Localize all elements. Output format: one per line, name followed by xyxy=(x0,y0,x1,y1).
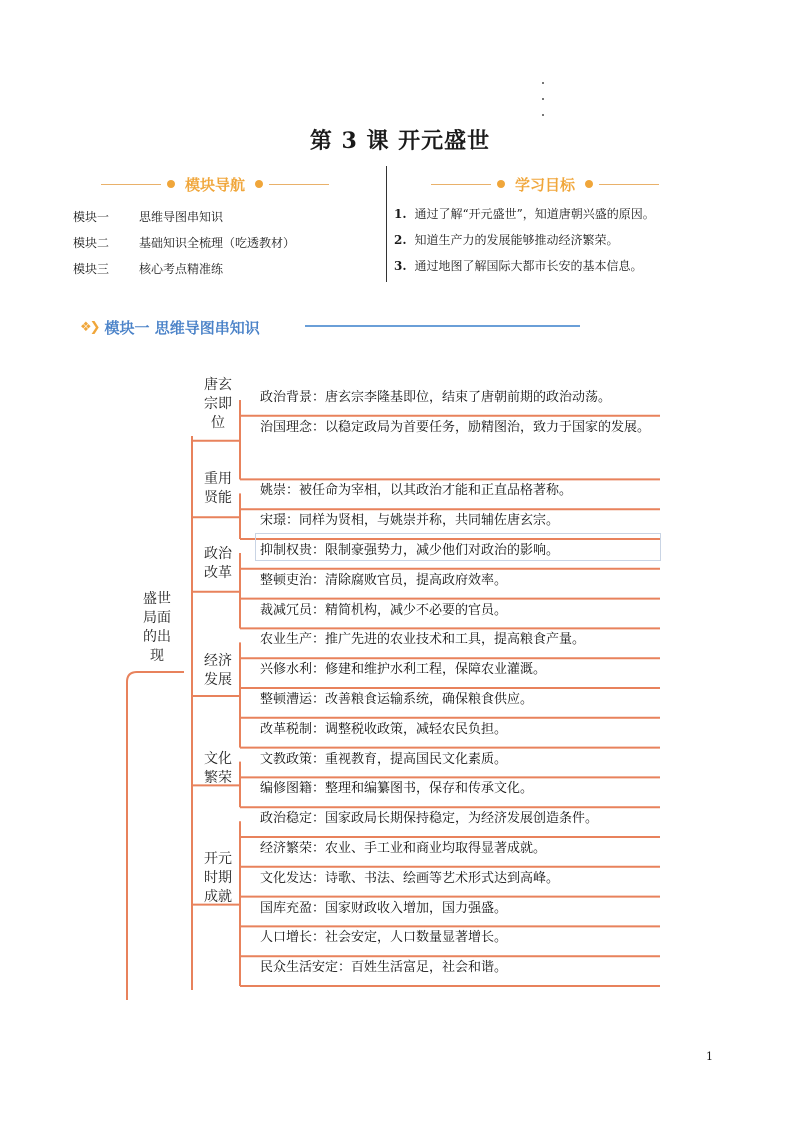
mindmap-leaf: 宋璟：同样为贤相，与姚崇并称，共同辅佐唐玄宗。 xyxy=(260,513,560,529)
mindmap-leaf: 抑制权贵：限制豪强势力，减少他们对政治的影响。 xyxy=(260,543,560,558)
branch-label: 开元 时期 成就 xyxy=(204,851,232,905)
selection-box xyxy=(255,533,661,561)
nav-item-text: 核心考点精准练 xyxy=(139,262,224,276)
mindmap-leaf: 文教政策：重视教育，提高国民文化素质。 xyxy=(260,751,508,767)
goals-heading-text: 学习目标 xyxy=(514,175,575,194)
branch-label: 经济 发展 xyxy=(204,653,232,688)
goal-text: 通过了解“开元盛世”，知道唐朝兴盛的原因。 xyxy=(414,207,655,221)
nav-item-text: 思维导图串知识 xyxy=(139,210,224,224)
goal-number: 3. xyxy=(394,259,407,273)
mindmap-leaf: 整顿漕运：改善粮食运输系统，确保粮食供应。 xyxy=(260,692,534,707)
nav-item-module: 模块二 xyxy=(73,236,110,250)
mindmap-leaf: 编修图籍：整理和编纂图书，保存和传承文化。 xyxy=(260,781,534,797)
page-number: 1 xyxy=(706,1050,713,1063)
goal-text: 通过地图了解国际大都市长安的基本信息。 xyxy=(414,259,643,273)
nav-item-text: 基础知识全梳理（吃透教材） xyxy=(139,236,296,250)
double-chevron-icon: ❖❯ xyxy=(80,319,99,335)
mindmap-leaf: 裁减冗员：精简机构，减少不必要的官员。 xyxy=(260,602,508,618)
mindmap-leaf: 整顿吏治：清除腐败官员，提高政府效率。 xyxy=(260,572,508,588)
mindmap-leaf: 政治背景：唐玄宗李隆基即位，结束了唐朝前期的政治动荡。 xyxy=(260,390,612,405)
mindmap-leaf: 文化发达：诗歌、书法、绘画等艺术形式达到高峰。 xyxy=(260,870,560,886)
branch-label: 重用 贤能 xyxy=(204,471,232,506)
goal-number: 2. xyxy=(394,233,407,247)
connector-curve xyxy=(127,672,184,1000)
branch-label: 唐玄 宗即 位 xyxy=(204,377,232,431)
mindmap-leaf: 兴修水利：修建和维护水利工程，保障农业灌溉。 xyxy=(260,662,547,678)
mindmap-leaf: 治国理念：以稳定政局为首要任务，励精图治，致力于国家的发展。 xyxy=(260,419,651,435)
goal-text: 知道生产力的发展能够推动经济繁荣。 xyxy=(414,233,619,247)
mindmap-leaf: 经济繁荣：农业、手工业和商业均取得显著成就。 xyxy=(260,841,547,856)
mindmap-leaf: 民众生活安定：百姓生活富足，社会和谐。 xyxy=(260,960,508,976)
nav-heading-text: 模块导航 xyxy=(184,175,245,194)
root-label: 盛世 局面 的出 现 xyxy=(143,591,171,664)
mindmap-leaf: 国库充盈：国家财政收入增加，国力强盛。 xyxy=(260,900,508,916)
branch-label: 政治 改革 xyxy=(204,546,232,581)
mindmap-leaf: 人口增长：社会安定，人口数量显著增长。 xyxy=(260,930,508,946)
mindmap-leaf: 改革税制：调整税收政策，减轻农民负担。 xyxy=(260,721,508,737)
nav-item-module: 模块三 xyxy=(73,262,110,276)
mindmap-leaf: 姚崇：被任命为宰相，以其政治才能和正直品格著称。 xyxy=(260,483,573,499)
mindmap-leaf: 政治稳定：国家政局长期保持稳定，为经济发展创造条件。 xyxy=(260,811,599,827)
mindmap-leaf: 农业生产：推广先进的农业技术和工具，提高粮食产量。 xyxy=(260,632,586,648)
module-one-title: 模块一 思维导图串知识 xyxy=(104,318,260,337)
branch-label: 文化 繁荣 xyxy=(204,751,232,786)
goal-number: 1. xyxy=(394,207,407,221)
nav-item-module: 模块一 xyxy=(73,210,110,224)
page-title: 第 3 课 开元盛世 xyxy=(309,128,491,154)
